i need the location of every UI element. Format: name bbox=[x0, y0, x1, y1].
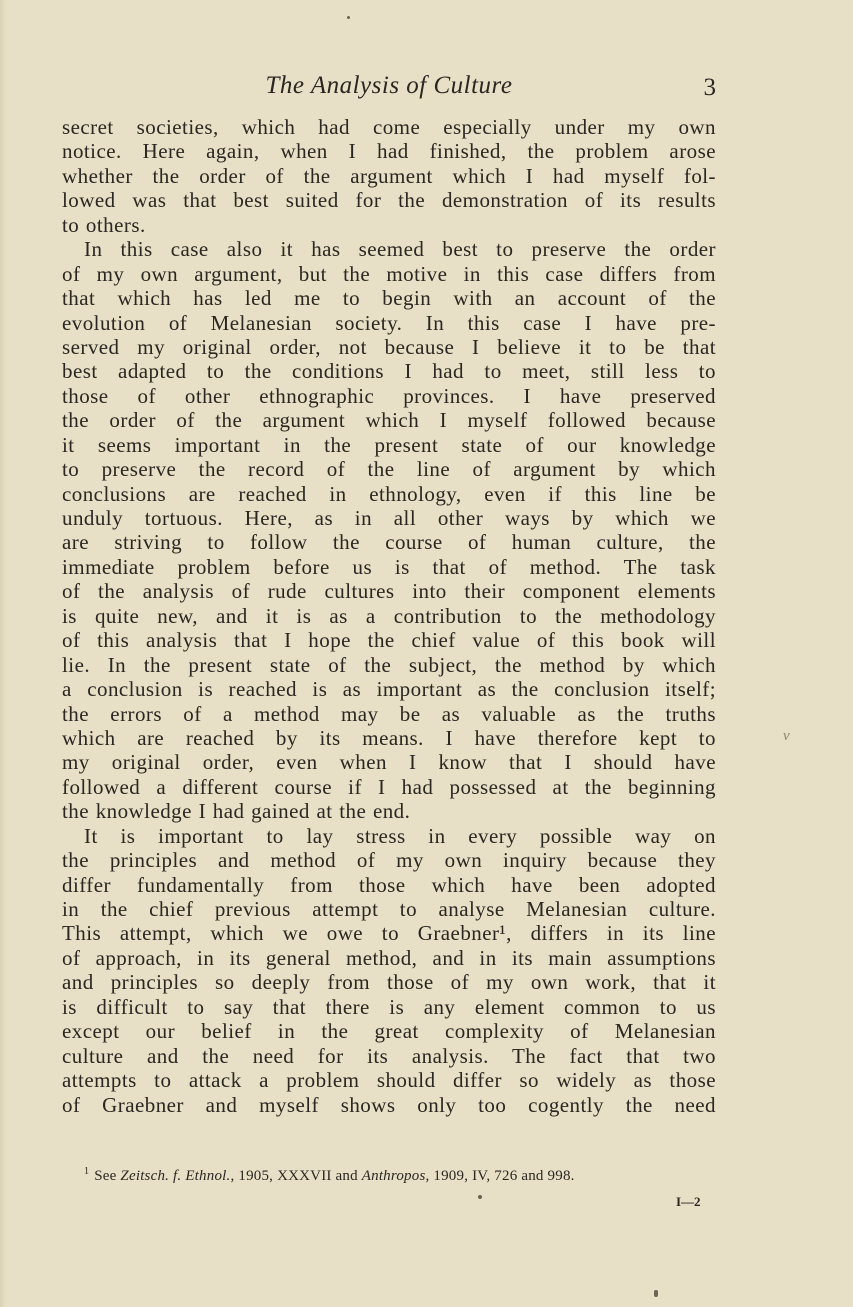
margin-note: v bbox=[783, 728, 790, 744]
text-line: the order of the argument which I myself followed because bbox=[62, 408, 716, 433]
page-header bbox=[62, 72, 716, 106]
text-line: my original order, even when I know that I should have bbox=[62, 750, 716, 775]
body-text bbox=[62, 115, 716, 1117]
text-line: is difficult to say that there is any element common to us bbox=[62, 994, 716, 1019]
text-line: immediate problem before us is that of method. The task bbox=[62, 554, 716, 579]
scan-speck bbox=[347, 16, 350, 19]
text-line: followed a different course if I had possessed at the beginning bbox=[62, 774, 716, 799]
text-line: those of other ethnographic provinces. I have preserved bbox=[62, 383, 716, 408]
running-title: The Analysis of Culture bbox=[265, 72, 513, 99]
text-line: the knowledge I had gained at the end. bbox=[62, 799, 411, 824]
text-line: to others. bbox=[62, 212, 146, 237]
text-line: that which has led me to begin with an account of the bbox=[62, 286, 716, 311]
footnote-ref-2: , 1909, IV, 726 and 998. bbox=[425, 1168, 575, 1184]
text-line: and principles so deeply from those of my own work, that it bbox=[62, 970, 716, 995]
text-line: a conclusion is reached is as important as the conclusion itself; bbox=[62, 677, 716, 702]
text-line: best adapted to the conditions I had to meet, still less to bbox=[62, 359, 716, 384]
text-line: are striving to follow the course of human culture, the bbox=[62, 530, 716, 555]
text-line: the errors of a method may be as valuable as the truths bbox=[62, 701, 716, 726]
text-line: is quite new, and it is as a contribution to the methodology bbox=[62, 603, 716, 628]
footnote-journal-1: Zeitsch. f. Ethnol. bbox=[120, 1168, 231, 1184]
text-line: It is important to lay stress in every possible way on bbox=[84, 823, 716, 848]
text-line: attempts to attack a problem should differ so widely as those bbox=[62, 1068, 716, 1093]
page-number: 3 bbox=[703, 74, 716, 101]
text-line: of this analysis that I hope the chief value of this book will bbox=[62, 628, 716, 653]
text-line: conclusions are reached in ethnology, even if this line be bbox=[62, 481, 716, 506]
text-line: served my original order, not because I believe it to be that bbox=[62, 334, 716, 359]
text-line: lowed was that best suited for the demonstration of its results bbox=[62, 188, 716, 213]
scan-speck bbox=[654, 1290, 658, 1297]
scan-speck bbox=[478, 1195, 482, 1199]
page-edge-shadow bbox=[0, 0, 6, 1307]
text-line: which are reached by its means. I have therefore kept to bbox=[62, 725, 716, 750]
text-line: In this case also it has seemed best to preserve the order bbox=[84, 237, 716, 262]
text-line: it seems important in the present state of our knowledge bbox=[62, 432, 716, 457]
text-line: unduly tortuous. Here, as in all other ways by which we bbox=[62, 506, 716, 530]
text-line: except our belief in the great complexity of Melanesian bbox=[62, 1019, 716, 1044]
text-line: notice. Here again, when I had finished, the problem arose bbox=[62, 139, 716, 164]
footnote-ref-1: , 1905, XXXVII and bbox=[230, 1168, 358, 1184]
text-line: whether the order of the argument which I had myself fol- bbox=[62, 163, 716, 188]
text-line: to preserve the record of the line of argument by which bbox=[62, 457, 716, 482]
text-line: secret societies, which had come especially under my own bbox=[62, 115, 716, 139]
footnote-see: See bbox=[94, 1168, 117, 1184]
text-line: This attempt, which we owe to Graebner¹, differs in its line bbox=[62, 921, 716, 946]
text-line: of approach, in its general method, and in its main assumptions bbox=[62, 945, 716, 970]
text-line: differ fundamentally from those which have been adopted bbox=[62, 872, 716, 897]
text-line: of Graebner and myself shows only too cogently the need bbox=[62, 1092, 716, 1117]
text-line: lie. In the present state of the subject, the method by which bbox=[62, 652, 716, 677]
text-line: in the chief previous attempt to analyse Melanesian culture. bbox=[62, 897, 716, 921]
text-line: evolution of Melanesian society. In this case I have pre- bbox=[62, 310, 716, 335]
footnote-marker: 1 bbox=[84, 1166, 90, 1177]
signature-mark: I—2 bbox=[676, 1194, 701, 1209]
text-line: of the analysis of rude cultures into their component elements bbox=[62, 579, 716, 604]
footnote-journal-2: Anthropos bbox=[361, 1168, 426, 1184]
footnote bbox=[84, 1166, 575, 1185]
text-line: of my own argument, but the motive in this case differs from bbox=[62, 261, 716, 286]
text-line: the principles and method of my own inquiry because they bbox=[62, 848, 716, 873]
text-line: culture and the need for its analysis. The fact that two bbox=[62, 1043, 716, 1068]
